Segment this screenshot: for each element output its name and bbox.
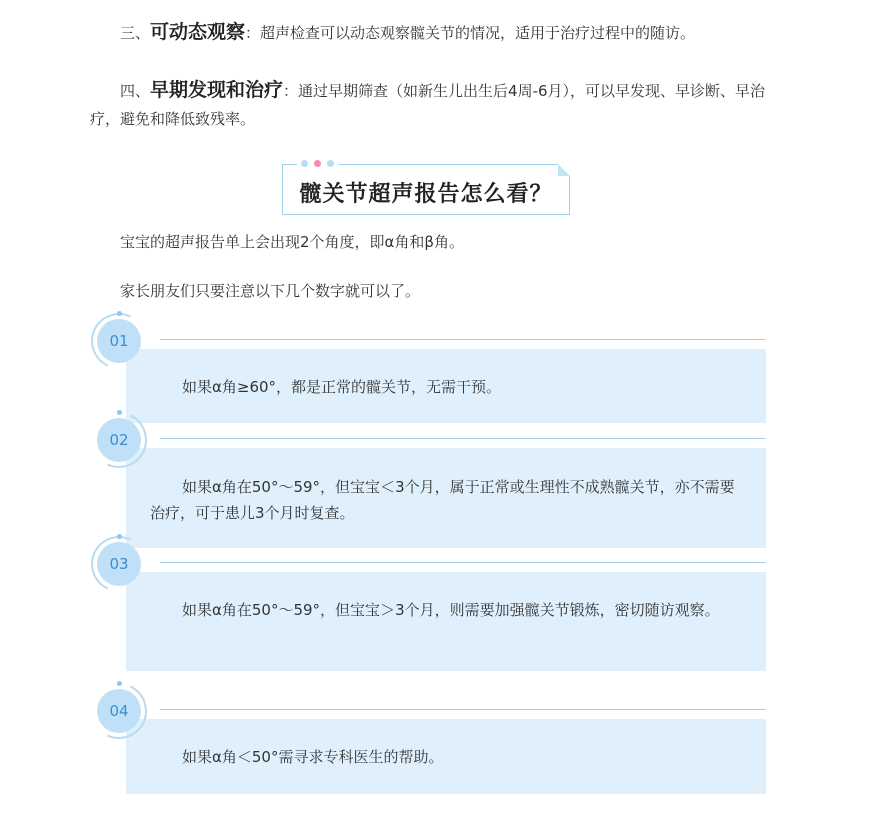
item-divider-03 [160, 562, 766, 563]
section-3-prefix: 三、 [120, 24, 151, 42]
item-text-04: 如果α角＜50°需寻求专科医生的帮助。 [182, 748, 444, 766]
section-3-heading: 可动态观察 [150, 21, 246, 43]
dot-icon [314, 160, 321, 167]
item-text-02: 如果α角在50°～59°，但宝宝＜3个月，属于正常或生理性不成熟髋关节，亦不需要治疗，可于患儿3个月时复查。 [150, 478, 735, 522]
ring-dot-icon [117, 534, 122, 539]
item-number-badge-04: 04 [97, 689, 141, 733]
dot-icon [327, 160, 334, 167]
item-text-03: 如果α角在50°～59°，但宝宝＞3个月，则需要加强髋关节锻炼，密切随访观察。 [182, 601, 720, 619]
section-4-paragraph [90, 76, 780, 133]
ring-dot-icon [117, 311, 122, 316]
item-number-badge-03: 03 [97, 542, 141, 586]
item-divider-01 [160, 339, 766, 340]
item-text-01: 如果α角≥60°，都是正常的髋关节，无需干预。 [182, 378, 502, 396]
section-3-body: ：超声检查可以动态观察髋关节的情况，适用于治疗过程中的随访。 [245, 24, 696, 42]
intro-line-1: 宝宝的超声报告单上会出现2个角度，即α角和β角。 [120, 233, 465, 251]
title-dots-decoration [297, 160, 338, 167]
item-card-03 [126, 572, 766, 671]
item-card-01 [126, 349, 766, 423]
section-3-paragraph [90, 18, 780, 47]
section-4-heading: 早期发现和治疗 [150, 79, 284, 101]
item-number-badge-02: 02 [97, 418, 141, 462]
intro-line-2: 家长朋友们只要注意以下几个数字就可以了。 [120, 282, 421, 300]
corner-fold-icon [558, 164, 570, 176]
ring-dot-icon [117, 681, 122, 686]
section-title: 髋关节超声报告怎么看？ [299, 182, 553, 207]
item-divider-02 [160, 438, 766, 439]
dot-icon [301, 160, 308, 167]
section-4-prefix: 四、 [120, 82, 151, 100]
item-divider-04 [160, 709, 766, 710]
item-card-04 [126, 719, 766, 794]
ring-dot-icon [117, 410, 122, 415]
item-number-badge-01: 01 [97, 319, 141, 363]
section-4-body: ：通过早期筛查（如新生儿出生后4周-6月），可以早发现、早诊断、早治疗，避免和降低致残率。 [90, 82, 766, 128]
item-card-02 [126, 448, 766, 548]
section-title-box [282, 164, 570, 215]
